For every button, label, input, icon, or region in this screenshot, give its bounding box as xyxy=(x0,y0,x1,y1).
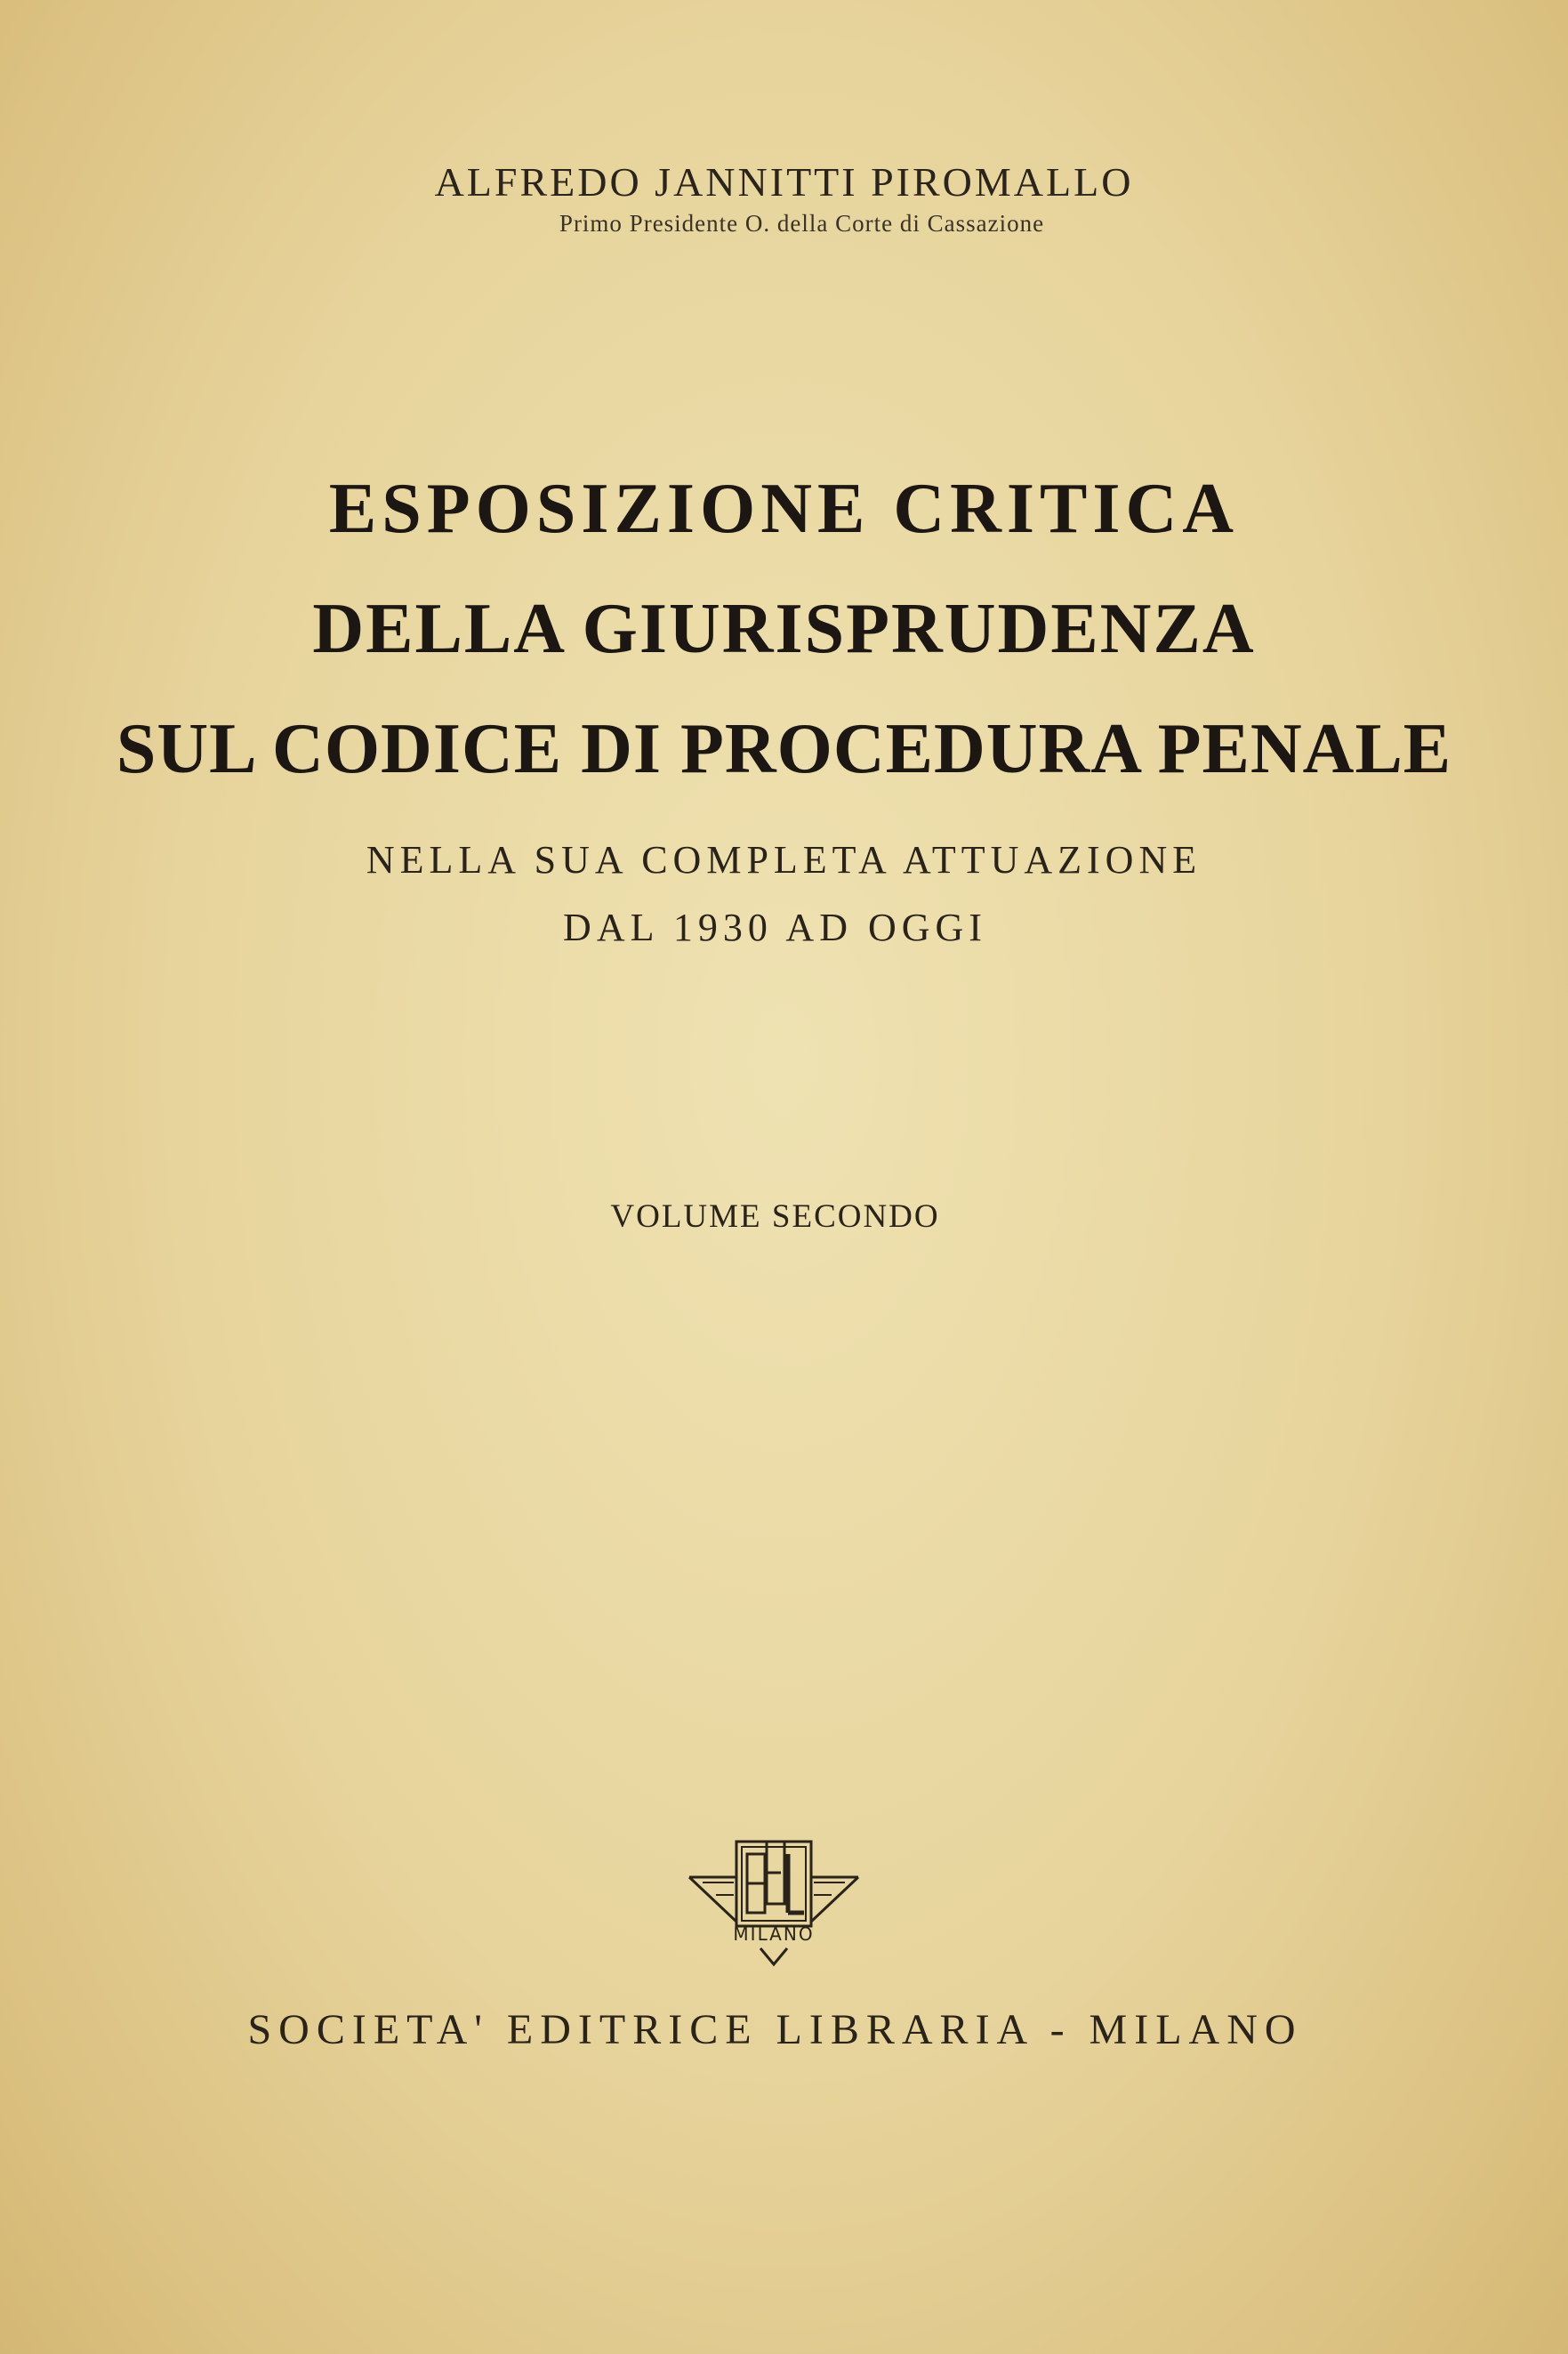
author-role: Primo Presidente O. della Corte di Cassazione xyxy=(559,210,1045,237)
title-line-1: ESPOSIZIONE CRITICA xyxy=(328,470,1240,548)
publisher-name: SOCIETA' EDITRICE LIBRARIA - MILANO xyxy=(247,2006,1303,2053)
subtitle-line-2: DAL 1930 AD OGGI xyxy=(563,906,987,949)
author-name: ALFREDO JANNITTI PIROMALLO xyxy=(434,159,1134,205)
title-line-3: SUL CODICE DI PROCEDURA PENALE xyxy=(116,710,1452,788)
title-line-2: DELLA GIURISPRUDENZA xyxy=(312,590,1256,668)
publisher-emblem-icon xyxy=(685,1824,863,1975)
volume-label: VOLUME SECONDO xyxy=(610,1198,940,1235)
logo-city-label: MILANO xyxy=(733,1923,815,1945)
subtitle-line-1: NELLA SUA COMPLETA ATTUAZIONE xyxy=(366,838,1202,882)
